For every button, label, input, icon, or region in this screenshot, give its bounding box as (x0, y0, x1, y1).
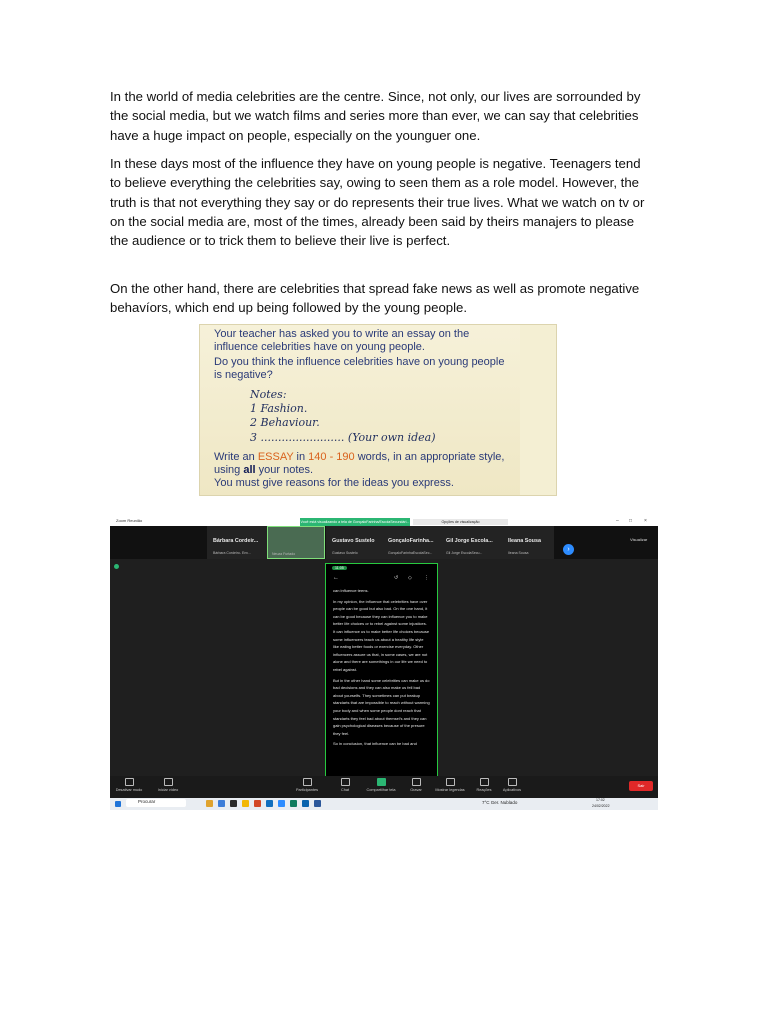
clock-time: 17:02 (596, 798, 605, 802)
participant-video-tile[interactable]: Neuza Furtado (267, 526, 325, 559)
task-using-line: using all your notes. (214, 464, 314, 476)
mute-button[interactable]: Desativar mudo (114, 778, 144, 792)
microphone-icon (125, 778, 134, 786)
close-icon[interactable]: × (644, 518, 647, 524)
share-screen-button[interactable]: Compartilhar tela (363, 778, 399, 792)
apps-icon (508, 778, 517, 786)
shared-phone-screen (325, 563, 438, 795)
task-line-4: is negative? (214, 369, 273, 381)
zoom-window-title: Zoom Reunião (116, 518, 143, 523)
next-participants-button[interactable]: › (563, 544, 574, 555)
chat-button[interactable]: Chat (335, 778, 355, 792)
view-button[interactable]: Visualizar (630, 537, 648, 542)
file-explorer-icon[interactable] (242, 800, 249, 807)
view-options-button[interactable]: Opções de visualização (413, 519, 508, 525)
participant-strip (110, 526, 658, 559)
task-line-3: Do you think the influence celebrities have on young people (214, 356, 505, 368)
app-icon[interactable] (218, 800, 225, 807)
note-3: 3 ........................ (Your own idea) (250, 431, 436, 444)
participants-icon (303, 778, 312, 786)
word-icon[interactable] (314, 800, 321, 807)
captions-icon (446, 778, 455, 786)
clock-date: 24/02/2022 (592, 804, 610, 808)
back-arrow-icon: ← (333, 575, 339, 581)
note-1: 1 Fashion. (250, 402, 308, 415)
windows-taskbar (110, 798, 658, 810)
leave-button[interactable]: Sair (629, 781, 653, 791)
notes-label: Notes: (250, 388, 287, 401)
app-icon[interactable] (230, 800, 237, 807)
start-video-button[interactable]: Iniciar vídeo (153, 778, 183, 792)
minimize-icon[interactable]: – (616, 518, 619, 524)
reactions-icon (480, 778, 489, 786)
participant-tile[interactable]: GonçaloFarinha... GonçaloFarinhaEscolaSec... (382, 526, 440, 559)
share-screen-icon (377, 778, 386, 786)
encryption-shield-icon (114, 564, 119, 569)
windows-start-icon[interactable] (115, 801, 121, 807)
task-prompt-image (199, 324, 557, 496)
app-icon[interactable] (206, 800, 213, 807)
more-icon: ⋮ (424, 575, 429, 581)
zoom-icon[interactable] (278, 800, 285, 807)
task-line-2: influence celebrities have on young people. (214, 341, 425, 353)
apps-button[interactable]: Aplicativos (498, 778, 526, 792)
share-banner: Você está visualizando a tela de GonçaloFarinha/EscolaSecundári... (300, 520, 410, 524)
task-reasons-line: You must give reasons for the ideas you express. (214, 477, 454, 489)
weather-text: 7°C Ger. Nublado (482, 800, 518, 805)
reactions-button[interactable]: Reações (472, 778, 496, 792)
captions-button[interactable]: Mostrar legendas (430, 778, 470, 792)
essay-paragraph-2: In these days most of the influence they have on young people is negative. Teenagers tend to believe everything the celebrities say, owing to seen them as a role model. However, the truth is that not everything they say or do represents their true lives. What we watch on tv or on the social media are, most of the times, already been said by theirs manajers to please the audience or to trick them to believe their live is perfect. (110, 156, 645, 249)
maximize-icon[interactable]: □ (629, 518, 633, 524)
participant-tile[interactable]: Ileana Sousa Ileana Sousa (502, 526, 554, 559)
phone-time: 11:05 (332, 566, 347, 570)
participant-tile[interactable]: Gustavo Sustelo Gustavo Sustelo (326, 526, 382, 559)
participant-tile[interactable]: Gil Jorge Escola... Gil Jorge EscolaSecu... (440, 526, 502, 559)
phone-essay-text: can influence teens. In my opinion, the influence that celebrities have over people can be good but also bad. On the one hand, it can be good because they can influence you to make better life choices or to rebel against some injustices. It can influence us to make better life choices because some influencers teach us about a healthy life style like eating better foods or exercise everyday. Other influencers assure us that, in some cases, we are not alone and there are somethings in our life we need to rebel against. But in the other hand some celebrities can make us do bad decisions and they can also make us fell bad about yourselfs. They sometimes can put beakup standarts that are impossible to reach without warming your body and when some people dont reach that standarts they feel bad about themsel's and they can gain psychological diseases because of the presure they feel. So in conclusion, that influence can be bad and (333, 588, 430, 747)
app-icon[interactable] (254, 800, 261, 807)
meeting-toolbar (110, 776, 658, 798)
undo-icon: ↺ (394, 575, 399, 581)
app-icon[interactable] (290, 800, 297, 807)
participants-button[interactable]: Participantes (290, 778, 324, 792)
zoom-screenshot (110, 518, 658, 810)
task-write-line: Write an ESSAY in 140 - 190 words, in an appropriate style, (214, 451, 505, 463)
taskbar-search[interactable]: Procurar (126, 799, 186, 807)
app-icon[interactable] (266, 800, 273, 807)
note-2: 2 Behaviour. (250, 416, 320, 429)
camera-icon (164, 778, 173, 786)
record-button[interactable]: Gravar (405, 778, 427, 792)
phone-status-bar (326, 564, 437, 576)
app-icon[interactable] (302, 800, 309, 807)
record-icon (412, 778, 421, 786)
essay-paragraph-3: On the other hand, there are celebrities that spread fake news as well as promote negative behavíors, which end up being followed by the young people. (110, 281, 640, 316)
chat-icon (341, 778, 350, 786)
participant-tile[interactable]: Bárbara Cordeir... Bárbara Cordeiro- Env... (207, 526, 267, 559)
essay-paragraph-1: In the world of media celebrities are the centre. Since, not only, our lives are sorrounded by the social media, but we watch films and series more than ever, we can say that celebrities have a huge impact on people, especially on the younguer one. (110, 89, 641, 143)
shield-icon: ◇ (408, 575, 412, 581)
task-line-1: Your teacher has asked you to write an essay on the (214, 328, 470, 340)
